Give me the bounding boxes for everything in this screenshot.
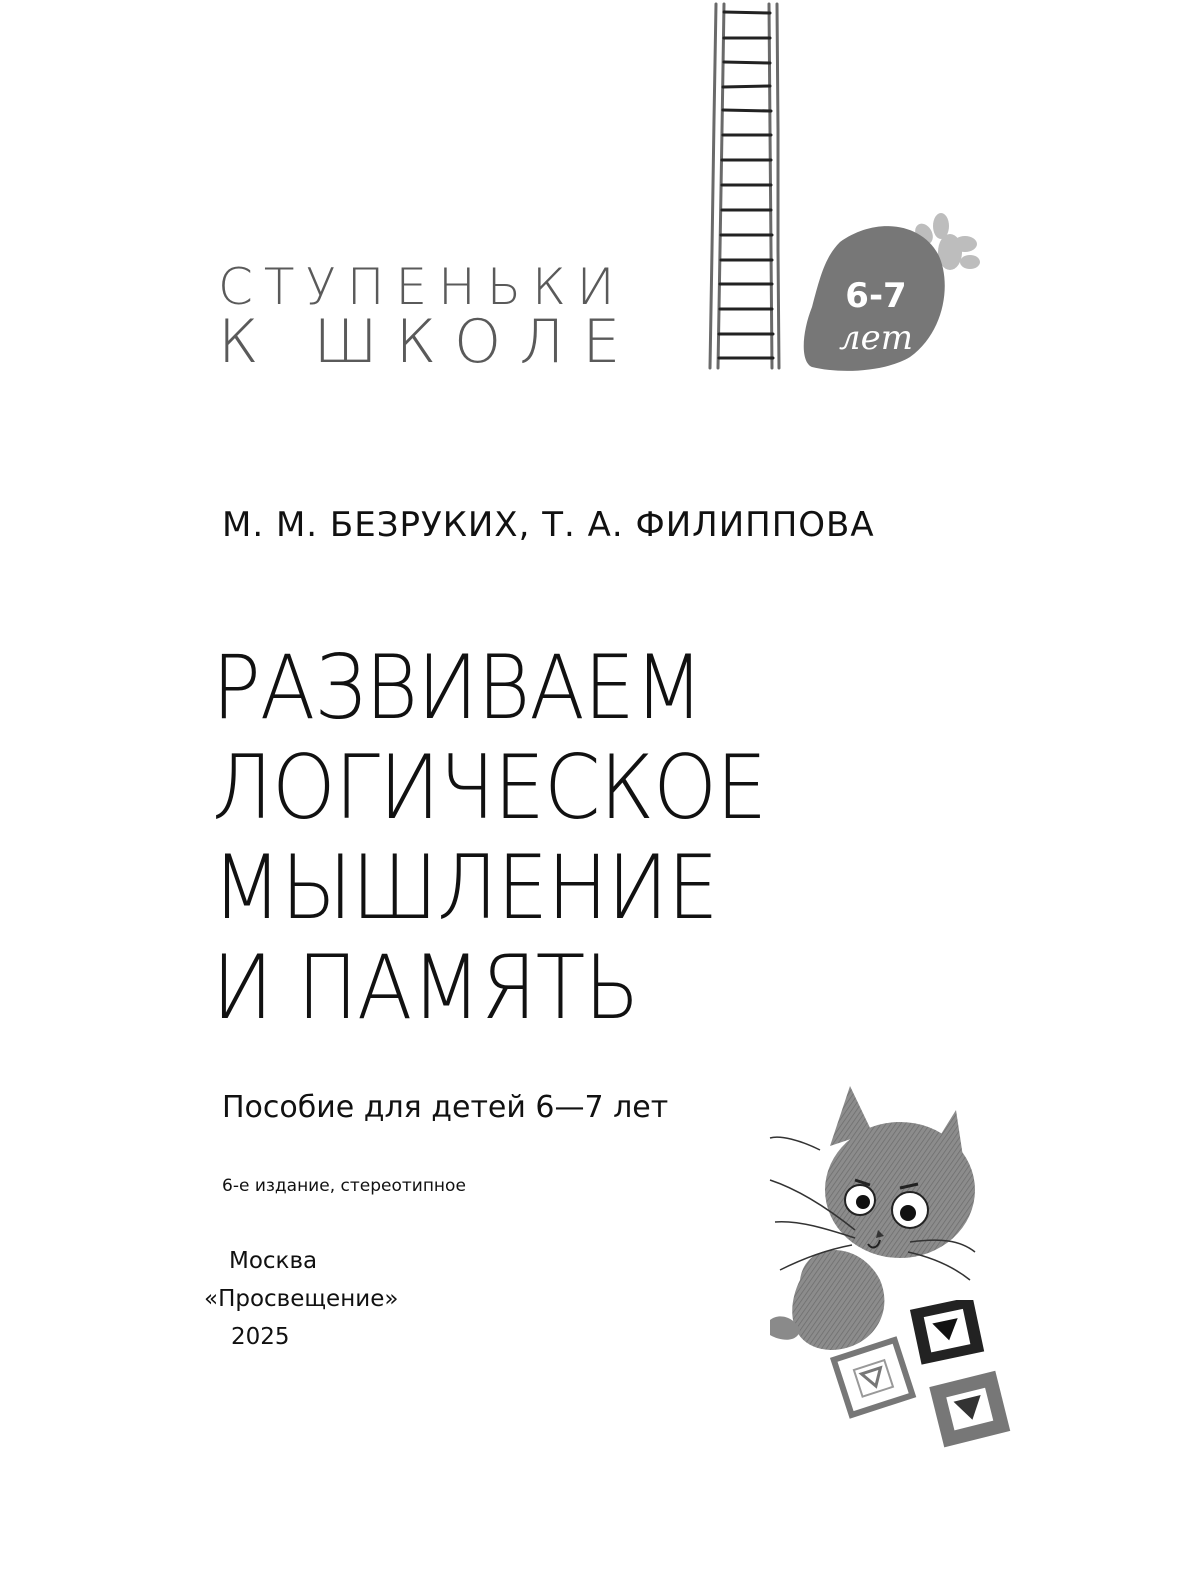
title-line4: И ПАМЯТЬ [212, 936, 639, 1039]
badge-unit: лет [838, 318, 913, 358]
title-line3: МЫШЛЕНИЕ [212, 836, 718, 939]
blocks-illustration [830, 1300, 1020, 1460]
title-line2: ЛОГИЧЕСКОЕ [212, 736, 767, 839]
edition-note: 6-е издание, стереотипное [222, 1176, 466, 1196]
age-badge [800, 212, 985, 377]
ladder-illustration [700, 0, 790, 370]
series-title-line1: СТУПЕНЬКИ [218, 258, 626, 316]
publisher-city: Москва [229, 1248, 318, 1274]
series-title-line2: К ШКОЛЕ [218, 307, 639, 377]
title-line1: РАЗВИВАЕМ [212, 636, 703, 739]
publisher-year: 2025 [231, 1324, 290, 1350]
publisher-name: «Просвещение» [204, 1286, 399, 1312]
badge-age: 6-7 [845, 276, 907, 316]
book-title [212, 638, 814, 1038]
subtitle: Пособие для детей 6—7 лет [222, 1090, 669, 1125]
authors: М. М. БЕЗРУКИХ, Т. А. ФИЛИППОВА [222, 505, 875, 545]
